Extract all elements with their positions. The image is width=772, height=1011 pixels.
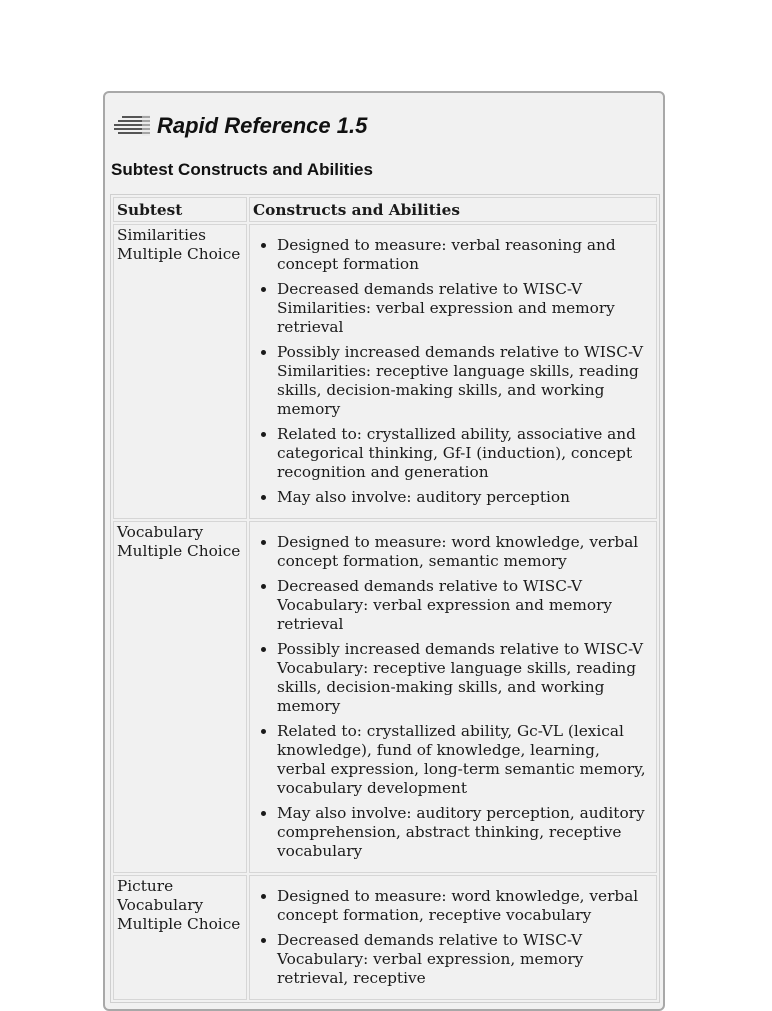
constructs-table bbox=[110, 194, 660, 1003]
list-item: • May also involve: auditory perception, auditory comprehension, abstract thinking, receptive vocabulary bbox=[277, 804, 653, 861]
list-item: • May also involve: auditory perception bbox=[277, 488, 653, 507]
subtest-name-line: Picture bbox=[117, 877, 174, 895]
list-item: • Related to: crystallized ability, Gc-VL (lexical knowledge), fund of knowledge, learning, verbal expression, long-term semantic memory, vocabulary development bbox=[277, 722, 653, 798]
list-item: • Related to: crystallized ability, associative and categorical thinking, Gf-I (induction), concept recognition and generation bbox=[277, 425, 653, 482]
subtest-name-line: Vocabulary bbox=[117, 523, 204, 541]
subtest-name-line: Multiple Choice bbox=[117, 245, 241, 263]
rapid-reference-box bbox=[103, 91, 665, 1011]
abilities-cell bbox=[249, 875, 657, 1000]
list-item: • Possibly increased demands relative to WISC-V Similarities: receptive language skills, reading skills, decision-making skills, and working memory bbox=[277, 343, 653, 419]
list-item: • Decreased demands relative to WISC-V Vocabulary: verbal expression and memory retrieval bbox=[277, 577, 653, 634]
subtest-cell bbox=[113, 875, 247, 1000]
abilities-list bbox=[253, 887, 653, 988]
rapid-reference-header bbox=[111, 107, 657, 145]
list-item: • Decreased demands relative to WISC-V Similarities: verbal expression and memory retrieval bbox=[277, 280, 653, 337]
abilities-list bbox=[253, 533, 653, 861]
table-row bbox=[113, 875, 657, 1000]
list-item: • Decreased demands relative to WISC-V Vocabulary: verbal expression, memory retrieval, receptive bbox=[277, 931, 653, 988]
list-item: • Designed to measure: word knowledge, verbal concept formation, semantic memory bbox=[277, 533, 653, 571]
list-item: • Designed to measure: word knowledge, verbal concept formation, receptive vocabulary bbox=[277, 887, 653, 925]
abilities-cell bbox=[249, 224, 657, 519]
column-header-subtest: Subtest bbox=[113, 197, 247, 222]
subtest-cell bbox=[113, 224, 247, 519]
lines-icon bbox=[113, 115, 151, 137]
list-item: • Possibly increased demands relative to WISC-V Vocabulary: receptive language skills, reading skills, decision-making skills, and working memory bbox=[277, 640, 653, 716]
list-item: • Designed to measure: verbal reasoning and concept formation bbox=[277, 236, 653, 274]
table-header-row bbox=[113, 197, 657, 222]
section-title: Subtest Constructs and Abilities bbox=[111, 160, 373, 179]
subtest-cell bbox=[113, 521, 247, 873]
abilities-cell bbox=[249, 521, 657, 873]
table-row bbox=[113, 224, 657, 519]
subtest-name-line: Multiple Choice bbox=[117, 542, 241, 560]
table-row bbox=[113, 521, 657, 873]
subtest-name-line: Vocabulary bbox=[117, 896, 204, 914]
subtest-name-line: Similarities bbox=[117, 226, 206, 244]
rapid-reference-title: Rapid Reference 1.5 bbox=[157, 113, 368, 138]
column-header-constructs: Constructs and Abilities bbox=[249, 197, 657, 222]
abilities-list bbox=[253, 236, 653, 507]
subtest-name-line: Multiple Choice bbox=[117, 915, 241, 933]
